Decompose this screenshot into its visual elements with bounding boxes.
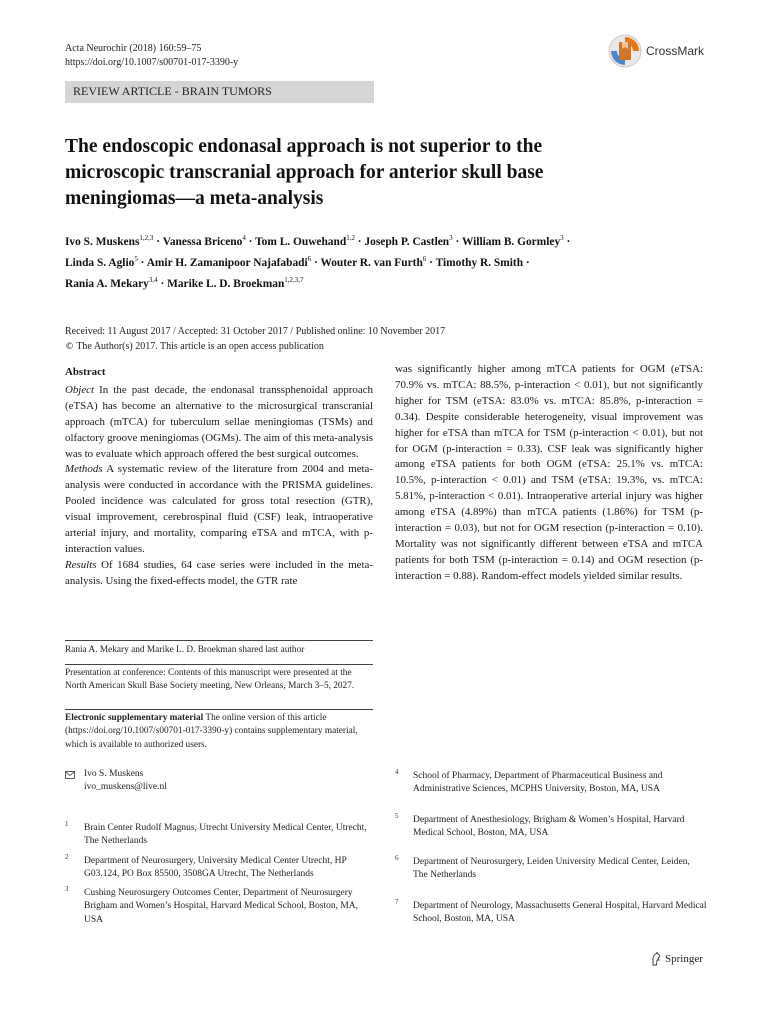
abstract-results-paragraph <box>65 558 373 590</box>
received-accepted-line: Received: 11 August 2017 / Accepted: 31 October 2017 / Published online: 10 November 2017 <box>65 326 446 337</box>
affiliation-7: Department of Neurology, Massachusetts General Hospital, Harvard Medical School, Boston, MA, USA <box>413 901 707 925</box>
shared-last-author-note: Rania A. Mekary and Marike L. D. Broekman shared last author <box>65 645 305 655</box>
object-text: In the past decade, the endonasal transsphenoidal approach (eTSA) has become an alternative to the microsurgical transcranial approach (mTCA) for tuberculum sellae meningiomas (TSMs) and olfactory groove meningiomas (OGMs). The aim of this meta-analysis was to evaluate which approach offered the best surgical outcomes. <box>65 383 373 460</box>
abstract-object-paragraph <box>65 383 373 463</box>
journal-header <box>65 42 238 70</box>
author-name[interactable]: William B. Gormley <box>461 235 561 248</box>
open-access-text: The Author(s) 2017. This article is an open access publication <box>76 341 324 352</box>
publisher-footer <box>651 952 703 966</box>
author-name[interactable]: Vanessa Briceno <box>162 235 243 248</box>
affiliation-number: 2 <box>65 853 69 861</box>
correspondence-name: Ivo S. Muskens <box>84 769 144 779</box>
affiliation-1: Brain Center Rudolf Magnus, Utrecht University Medical Center, Utrecht, The Netherlands <box>84 823 367 847</box>
author-name[interactable]: Wouter R. van Furth <box>320 256 423 269</box>
crossmark-badge[interactable] <box>607 33 704 69</box>
affiliation-number: 5 <box>395 812 399 820</box>
affiliation-number: 4 <box>395 768 399 776</box>
abstract-methods-paragraph <box>65 462 373 557</box>
author-affiliation-ref: 6 <box>422 254 427 263</box>
author-affiliation-ref: 1,2 <box>346 234 355 242</box>
springer-horse-icon <box>651 952 661 966</box>
affiliation-number: 7 <box>395 898 399 906</box>
journal-citation: Acta Neurochir (2018) 160:59–75 <box>65 43 202 54</box>
affiliation-number: 6 <box>395 854 399 862</box>
methods-label: Methods <box>65 463 103 476</box>
esm-text[interactable]: The online version of this article (https://doi.org/10.1007/s00701-017-3390-y) contains supplementary material, which is available to authorized users. <box>65 713 358 750</box>
affiliation-number: 1 <box>65 820 69 828</box>
correspondence-block <box>84 768 364 795</box>
publication-dates <box>65 324 445 355</box>
author-name[interactable]: Ivo S. Muskens <box>65 235 140 248</box>
author-name[interactable]: Rania A. Mekary <box>65 277 149 290</box>
footnote-divider <box>65 664 373 665</box>
methods-text: A systematic review of the literature from 2004 and meta-analysis were conducted in accordance with the PRISMA guidelines. Pooled incidence was calculated for gross total resection (GTR), visual improvement, cerebrospinal fluid (CSF) leak, intraoperative arterial injury, and mortality, comparing eTSA and mTCA, with p-interaction values. <box>65 463 374 555</box>
author-name[interactable]: Amir H. Zamanipoor Najafabadi <box>146 256 308 269</box>
author-name[interactable]: Marike L. D. Broekman <box>167 277 285 290</box>
affiliation-3: Cushing Neurosurgery Outcomes Center, Department of Neurosurgery Brigham and Women’s Hospital, Harvard Medical School, Boston, MA, USA <box>84 888 358 925</box>
author-affiliation-ref: 1,2,3 <box>139 234 154 242</box>
abstract-left-column <box>65 365 373 590</box>
publisher-name: Springer <box>665 953 703 965</box>
esm-note <box>65 712 373 752</box>
open-access-icon: © <box>65 342 74 352</box>
author-affiliation-ref: 3 <box>560 234 564 242</box>
object-label: Object <box>65 383 95 396</box>
affiliation-5: Department of Anesthesiology, Brigham & Women’s Hospital, Harvard Medical School, Boston, MA, USA <box>413 815 685 839</box>
author-name[interactable]: Joseph P. Castlen <box>364 235 450 248</box>
presentation-note: Presentation at conference: Contents of this manuscript were presented at the North American Skull Base Society meeting, New Orleans, March 3–5, 2027. <box>65 668 355 692</box>
author-affiliation-ref: 3,4 <box>148 275 158 284</box>
author-affiliation-ref: 5 <box>134 254 138 263</box>
crossmark-label: CrossMark <box>646 44 705 58</box>
article-type-banner: REVIEW ARTICLE - BRAIN TUMORS <box>65 81 374 103</box>
author-affiliation-ref: 6 <box>307 254 312 263</box>
footnote-divider <box>65 640 373 641</box>
affiliation-number: 3 <box>65 885 69 893</box>
author-name[interactable]: Tom L. Ouwehand <box>255 235 347 248</box>
abstract-right-column <box>395 362 703 585</box>
esm-label: Electronic supplementary material <box>65 713 204 723</box>
author-affiliation-ref: 1,2,3,7 <box>284 275 304 284</box>
results-text-left: Of 1684 studies, 64 case series were included in the meta-analysis. Using the fixed-effects model, the GTR rate <box>65 558 373 587</box>
affiliation-6: Department of Neurosurgery, Leiden University Medical Center, Leiden, The Netherlands <box>413 857 690 881</box>
doi-link[interactable]: https://doi.org/10.1007/s00701-017-3390-y <box>65 57 239 68</box>
author-affiliation-ref: 3 <box>449 234 453 242</box>
abstract-heading: Abstract <box>65 366 106 378</box>
open-access-line <box>65 339 445 355</box>
affiliation-4: School of Pharmacy, Department of Pharmaceutical Business and Administrative Sciences, MCPHS University, Boston, MA, USA <box>413 771 663 795</box>
envelope-icon <box>65 771 75 779</box>
affiliation-2: Department of Neurosurgery, University Medical Center Utrecht, HP G03.124, PO Box 85500, 3508GA Utrecht, The Netherlands <box>84 856 347 880</box>
correspondence-email[interactable]: ivo_muskens@live.nl <box>84 782 167 793</box>
author-affiliation-ref: 4 <box>242 234 246 242</box>
article-title: The endoscopic endonasal approach is not superior to the microscopic transcranial approach for anterior skull base meningiomas—a meta-analysis <box>65 136 544 209</box>
author-list: Ivo S. Muskens$^{1,2,3}$ · Vanessa Briceno$^4$ · Tom L. Ouwehand$^{1,2}$ · Joseph P. Castlen$^3$ · William B. Gormley$^3$ · Linda S. Aglio$^5$ · Amir H. Zamanipoor Najafabadi$^6$ · Wouter R. van Furth$^6$ · Timothy R. Smith · Rania A. Mekary$^{3,4}$ · Marike L. D. Broekman$^{1,2,3,7}$ <box>65 234 571 290</box>
crossmark-icon <box>607 33 643 69</box>
author-name[interactable]: Linda S. Aglio <box>65 256 135 269</box>
author-name[interactable]: Timothy R. Smith <box>435 256 524 269</box>
footnote-divider <box>65 709 373 710</box>
results-label: Results <box>65 558 97 571</box>
results-text-right: was significantly higher among mTCA patients for OGM (eTSA: 70.9% vs. mTCA: 88.5%, p-interaction < 0.01), but not significantly higher for TSM (eTSA: 83.0% vs. mTCA: 85.8%, p-interaction = 0.34). Despite considerable heterogeneity, visual improvement was higher for eTSA than mTCA for TSM (p-interaction < 0.01), but not for OGM (p-interaction = 0.33). CSF leak was significantly higher among eTSA patients for both OGM (eTSA: 25.1% vs. mTCA: 10.5%, p-interaction < 0.01) and TSM (eTSA: 19.3%, vs. mTCA: 5.81%, p-interaction < 0.01). Intraoperative arterial injury was higher among eTSA (4.89%) than mTCA patients (1.86%) for TSM (p-interaction = 0.03), but not for OGM resection (p-interaction = 0.10). Mortality was not significantly different between eTSA and mTCA patients for both TSM (p-interaction = 0.14) and OGM resection (p-interaction = 0.88). Random-effect models yielded similar results. <box>395 363 703 582</box>
